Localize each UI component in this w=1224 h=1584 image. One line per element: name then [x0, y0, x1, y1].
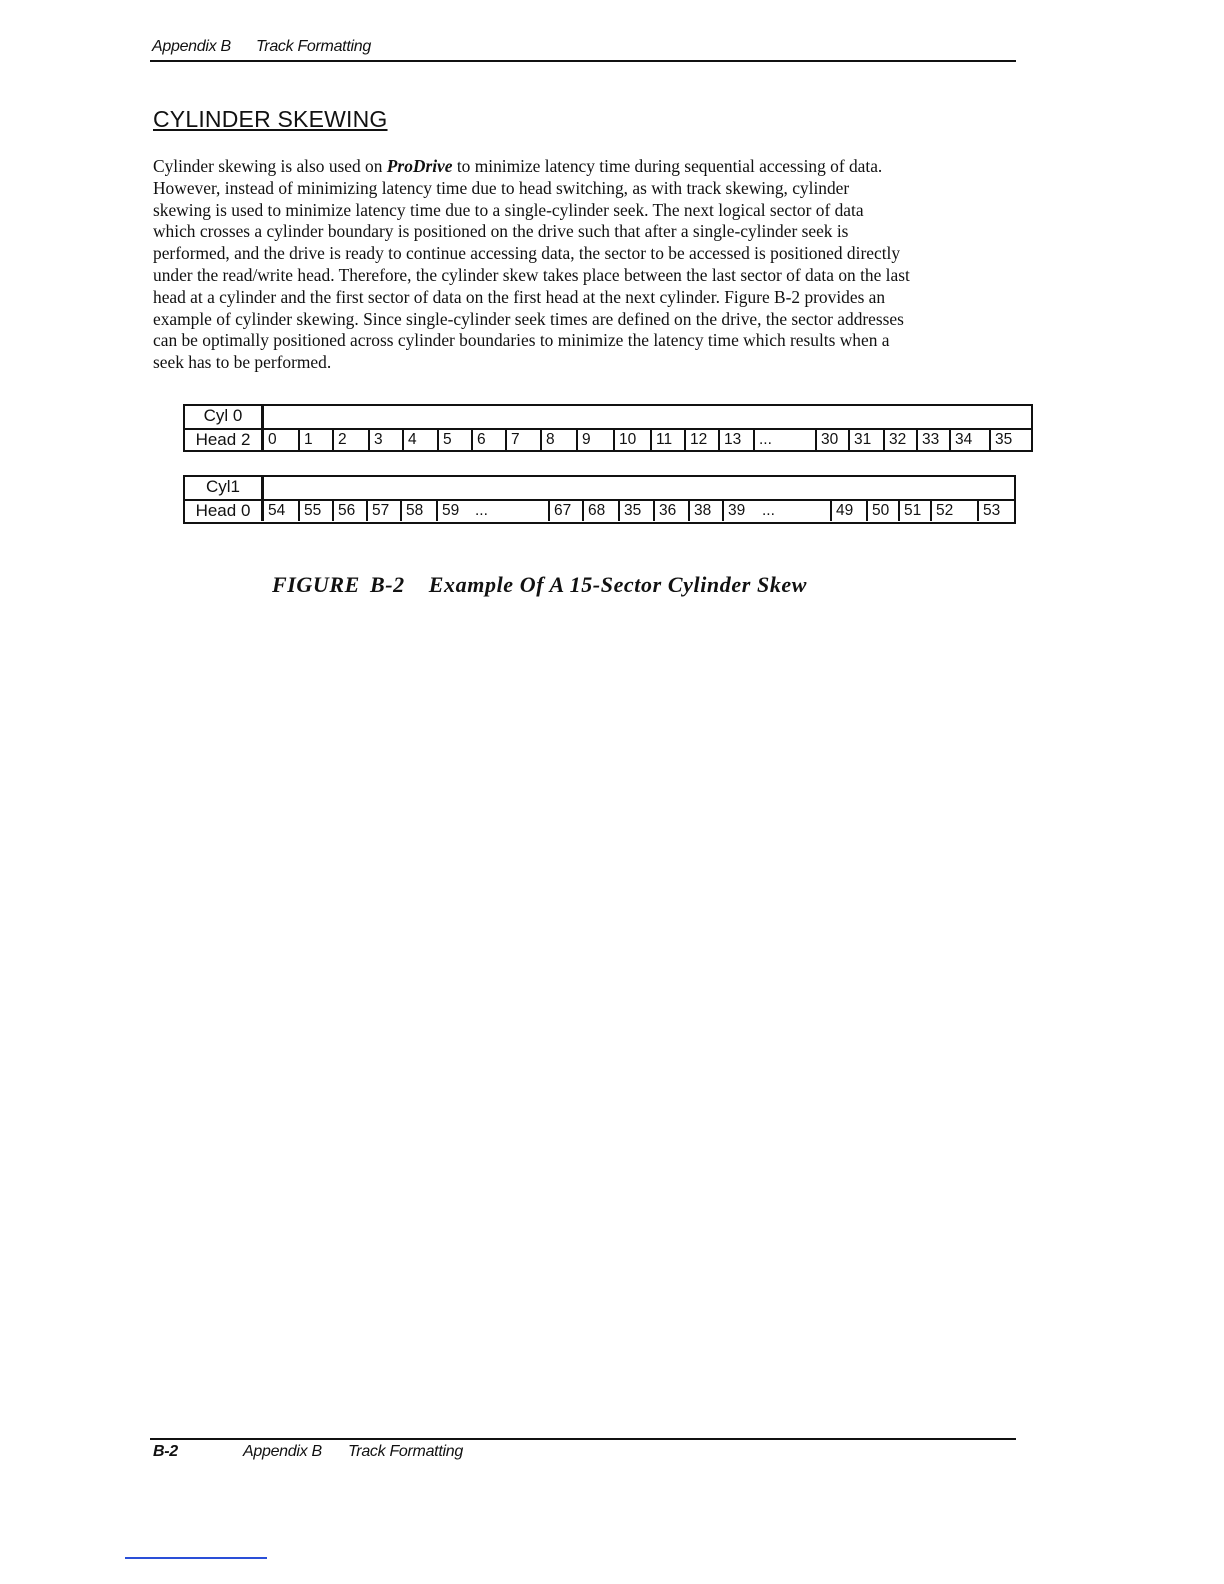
sector-cell: 0 — [268, 431, 277, 448]
sector-cell: 36 — [653, 501, 688, 521]
paragraph-line: seek has to be performed. — [153, 352, 332, 373]
sector-cell: 6 — [471, 430, 505, 450]
paragraph-line: head at a cylinder and the first sector of data on the first head at the next cylinder. Figure B-2 provides an — [153, 286, 886, 307]
sector-cell: 68 — [582, 501, 618, 521]
cylinder-label: Cyl 0 — [185, 406, 264, 428]
header-appendix: Appendix B — [152, 38, 231, 55]
sector-cell: 2 — [332, 430, 368, 450]
paragraph-line: Cylinder skewing is also used on ProDrive to minimize latency time during sequential accessing of data. — [153, 156, 883, 176]
scan-edge-mark — [125, 1557, 267, 1559]
sector-cell: 39 — [722, 501, 758, 521]
sector-cell: 10 — [613, 430, 650, 450]
paragraph-line: skewing is used to minimize latency time due to a single-cylinder seek. The next logical sector of data — [153, 199, 864, 220]
sector-cell: 4 — [402, 430, 437, 450]
caption-label: FIGURE — [272, 572, 360, 597]
sector-cell: 9 — [576, 430, 613, 450]
sector-cell: 67 — [548, 501, 582, 521]
sector-cell: 38 — [688, 501, 722, 521]
caption-number: B-2 — [369, 572, 405, 597]
paragraph-line: which crosses a cylinder boundary is positioned on the drive such that after a single-cylinder seek is — [153, 221, 849, 242]
header-section: Track Formatting — [256, 38, 371, 55]
sector-cell: 7 — [505, 430, 540, 450]
page-header — [150, 38, 1016, 62]
sector-cell: 59 — [436, 501, 471, 521]
sector-cell: 1 — [298, 430, 332, 450]
head-label: Head 2 — [185, 430, 264, 450]
paragraph-line: However, instead of minimizing latency time due to head switching, as with track skewing, cylinder — [153, 177, 850, 198]
sector-cell: 30 — [815, 430, 848, 450]
sector-cell: 55 — [298, 501, 332, 521]
head-row — [185, 501, 1014, 521]
ellipsis-cell: ... — [475, 502, 488, 519]
sector-cell: 52 — [930, 501, 977, 521]
sector-cell: 54 — [268, 502, 286, 519]
head-row — [185, 430, 1031, 450]
sector-cell: 53 — [977, 501, 1014, 521]
sector-cell: 33 — [916, 430, 949, 450]
sector-cell: 34 — [949, 430, 989, 450]
sector-cell: 35 — [618, 501, 653, 521]
paragraph-line: can be optimally positioned across cylinder boundaries to minimize the latency time which results when a — [153, 330, 890, 351]
figure-caption — [272, 572, 807, 598]
sector-table-cyl0 — [183, 404, 1033, 452]
sector-cell: 51 — [898, 501, 930, 521]
sector-table-cyl1 — [183, 475, 1016, 524]
sector-cell: 3 — [368, 430, 402, 450]
cylinder-row — [185, 406, 1031, 430]
sector-cell: 11 — [650, 430, 684, 450]
body-paragraph — [153, 156, 1015, 374]
page-number: B-2 — [153, 1443, 178, 1460]
head-label: Head 0 — [185, 501, 264, 521]
paragraph-line: performed, and the drive is ready to continue accessing data, the sector to be accessed is positioned directly — [153, 243, 901, 264]
paragraph-line: example of cylinder skewing. Since single-cylinder seek times are defined on the drive, the sector addresses — [153, 308, 904, 329]
cylinder-label: Cyl1 — [185, 477, 264, 499]
sector-cell: 50 — [866, 501, 898, 521]
footer-appendix: Appendix B — [243, 1443, 322, 1460]
sector-cell: 5 — [437, 430, 471, 450]
paragraph-line: under the read/write head. Therefore, the cylinder skew takes place between the last sector of data on the last — [153, 264, 910, 285]
sector-cell: 49 — [830, 501, 866, 521]
sector-cell: 56 — [332, 501, 366, 521]
sector-cell: 32 — [883, 430, 916, 450]
section-title: CYLINDER SKEWING — [153, 106, 388, 132]
product-name: ProDrive — [386, 156, 453, 176]
sector-cell: 57 — [366, 501, 400, 521]
cylinder-row — [185, 477, 1014, 501]
footer-section: Track Formatting — [348, 1443, 463, 1460]
sector-cell: 58 — [400, 501, 436, 521]
sector-cell: 12 — [684, 430, 718, 450]
sector-cell: 13 — [718, 430, 753, 450]
sector-cell: 8 — [540, 430, 576, 450]
ellipsis-cell: ... — [753, 430, 815, 450]
sector-cell: 35 — [989, 430, 1031, 450]
caption-text: Example Of A 15-Sector Cylinder Skew — [428, 572, 808, 597]
ellipsis-cell: ... — [762, 502, 775, 519]
sector-cell: 31 — [848, 430, 883, 450]
page-footer — [150, 1438, 1016, 1466]
